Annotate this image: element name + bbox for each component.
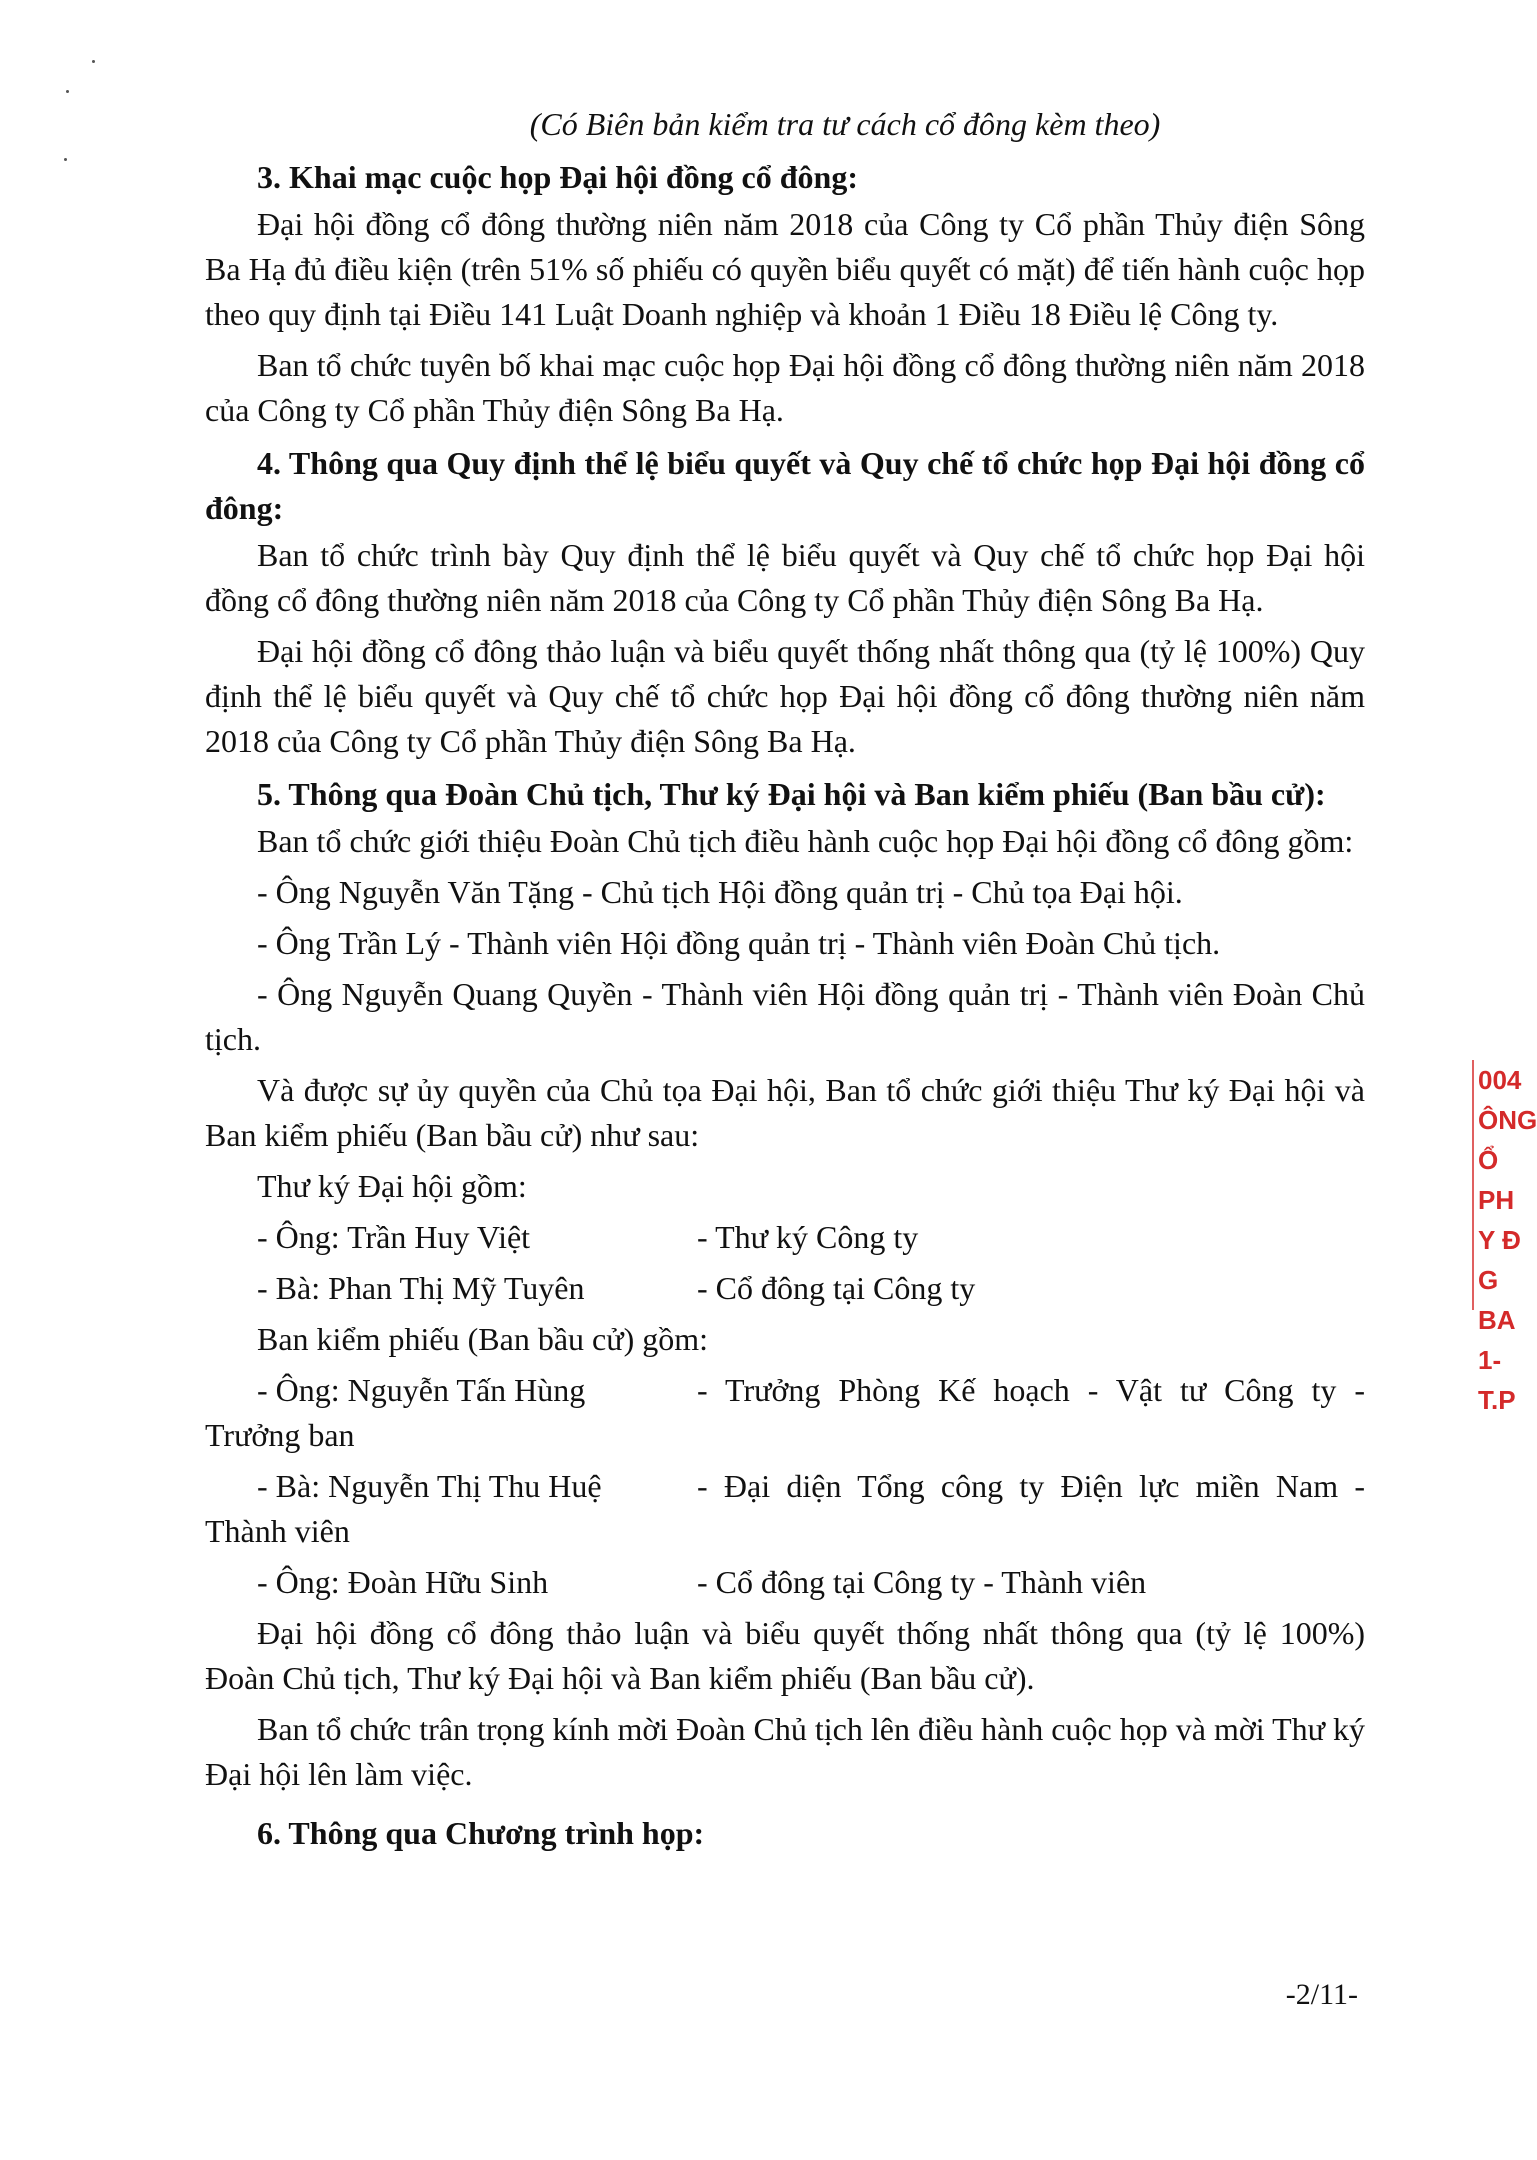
stamp-text: 004 <box>1478 1065 1522 1095</box>
section-3-title: 3. Khai mạc cuộc họp Đại hội đồng cổ đông: <box>257 159 858 195</box>
section-6-title: 6. Thông qua Chương trình họp: <box>257 1815 705 1851</box>
section-5-paragraph: Đại hội đồng cổ đông thảo luận và biểu quyết thống nhất thông qua (tỷ lệ 100%) Đoàn Chủ tịch, Thư ký Đại hội và Ban kiểm phiếu (Ban bầu cử). <box>205 1615 1365 1696</box>
stamp-text: Y Đ <box>1478 1225 1521 1255</box>
secretary-row <box>205 1266 1365 1311</box>
page-number: -2/11- <box>1285 1978 1358 2011</box>
presidium-member: - Ông Nguyễn Văn Tặng - Chủ tịch Hội đồng quản trị - Chủ tọa Đại hội. <box>257 874 1183 910</box>
section-3-paragraph: Đại hội đồng cổ đông thường niên năm 2018 của Công ty Cổ phần Thủy điện Sông Ba Hạ đủ điều kiện (trên 51% số phiếu có quyền biểu quyết có mặt) để tiến hành cuộc họp theo quy định tại Điều 141 Luật Doanh nghiệp và khoản 1 Điều 18 Điều lệ Công ty. <box>205 206 1365 332</box>
section-4-paragraph: Ban tổ chức trình bày Quy định thể lệ biểu quyết và Quy chế tổ chức họp Đại hội đồng cổ đông thường niên năm 2018 của Công ty Cổ phần Thủy điện Sông Ba Hạ. <box>205 537 1365 618</box>
counting-member-name: - Ông: Nguyễn Tấn Hùng <box>257 1372 586 1408</box>
secretary-name: - Bà: Phan Thị Mỹ Tuyên <box>257 1270 585 1306</box>
counting-member-name: - Bà: Nguyễn Thị Thu Huệ <box>257 1468 602 1504</box>
counting-board-row <box>205 1368 1365 1458</box>
section-5-paragraph: Và được sự ủy quyền của Chủ tọa Đại hội, Ban tổ chức giới thiệu Thư ký Đại hội và Ban kiểm phiếu (Ban bầu cử) như sau: <box>205 1072 1365 1153</box>
company-stamp <box>1472 1060 1537 1415</box>
section-5-paragraph: Ban tổ chức giới thiệu Đoàn Chủ tịch điều hành cuộc họp Đại hội đồng cổ đông gồm: <box>257 823 1354 859</box>
stamp-text: 1-T.P <box>1478 1345 1516 1415</box>
stamp-text: ÔNG <box>1478 1105 1537 1135</box>
section-4-title: 4. Thông qua Quy định thể lệ biểu quyết và Quy chế tổ chức họp Đại hội đồng cổ đông: <box>205 445 1365 526</box>
secretary-row <box>205 1215 1365 1260</box>
secretary-label: Thư ký Đại hội gồm: <box>257 1168 527 1204</box>
secretary-name: - Ông: Trần Huy Việt <box>257 1219 531 1255</box>
attachment-note: (Có Biên bản kiểm tra tư cách cổ đông kèm theo) <box>529 106 1161 142</box>
section-3-paragraph: Ban tổ chức tuyên bố khai mạc cuộc họp Đại hội đồng cổ đông thường niên năm 2018 của Công ty Cổ phần Thủy điện Sông Ba Hạ. <box>205 347 1365 428</box>
counting-member-role: - Trưởng Phòng Kế hoạch - Vật tư Công ty - Trưởng ban <box>205 1372 1365 1453</box>
counting-member-role: - Đại diện Tổng công ty Điện lực miền Nam - Thành viên <box>205 1468 1365 1549</box>
counting-board-label: Ban kiểm phiếu (Ban bầu cử) gồm: <box>257 1321 709 1357</box>
stamp-text: Ổ PH <box>1478 1145 1515 1215</box>
section-5-paragraph: Ban tổ chức trân trọng kính mời Đoàn Chủ tịch lên điều hành cuộc họp và mời Thư ký Đại hội lên làm việc. <box>205 1711 1365 1792</box>
section-5-title: 5. Thông qua Đoàn Chủ tịch, Thư ký Đại hội và Ban kiểm phiếu (Ban bầu cử): <box>257 776 1326 812</box>
secretary-role: - Thư ký Công ty <box>697 1219 919 1255</box>
document-body <box>205 102 1365 1858</box>
counting-board-row <box>205 1560 1365 1605</box>
counting-member-role: - Cổ đông tại Công ty - Thành viên <box>697 1564 1147 1600</box>
stamp-text: G BA <box>1478 1265 1516 1335</box>
counting-board-row <box>205 1464 1365 1554</box>
secretary-role: - Cổ đông tại Công ty <box>697 1270 976 1306</box>
presidium-member: - Ông Trần Lý - Thành viên Hội đồng quản trị - Thành viên Đoàn Chủ tịch. <box>257 925 1221 961</box>
section-4-paragraph: Đại hội đồng cổ đông thảo luận và biểu quyết thống nhất thông qua (tỷ lệ 100%) Quy định thể lệ biểu quyết và Quy chế tổ chức họp Đại hội đồng cổ đông thường niên năm 2018 của Công ty Cổ phần Thủy điện Sông Ba Hạ. <box>205 633 1365 759</box>
presidium-member: - Ông Nguyễn Quang Quyền - Thành viên Hội đồng quản trị - Thành viên Đoàn Chủ tịch. <box>205 976 1365 1057</box>
counting-member-name: - Ông: Đoàn Hữu Sinh <box>257 1564 549 1600</box>
scan-specks <box>62 60 162 180</box>
